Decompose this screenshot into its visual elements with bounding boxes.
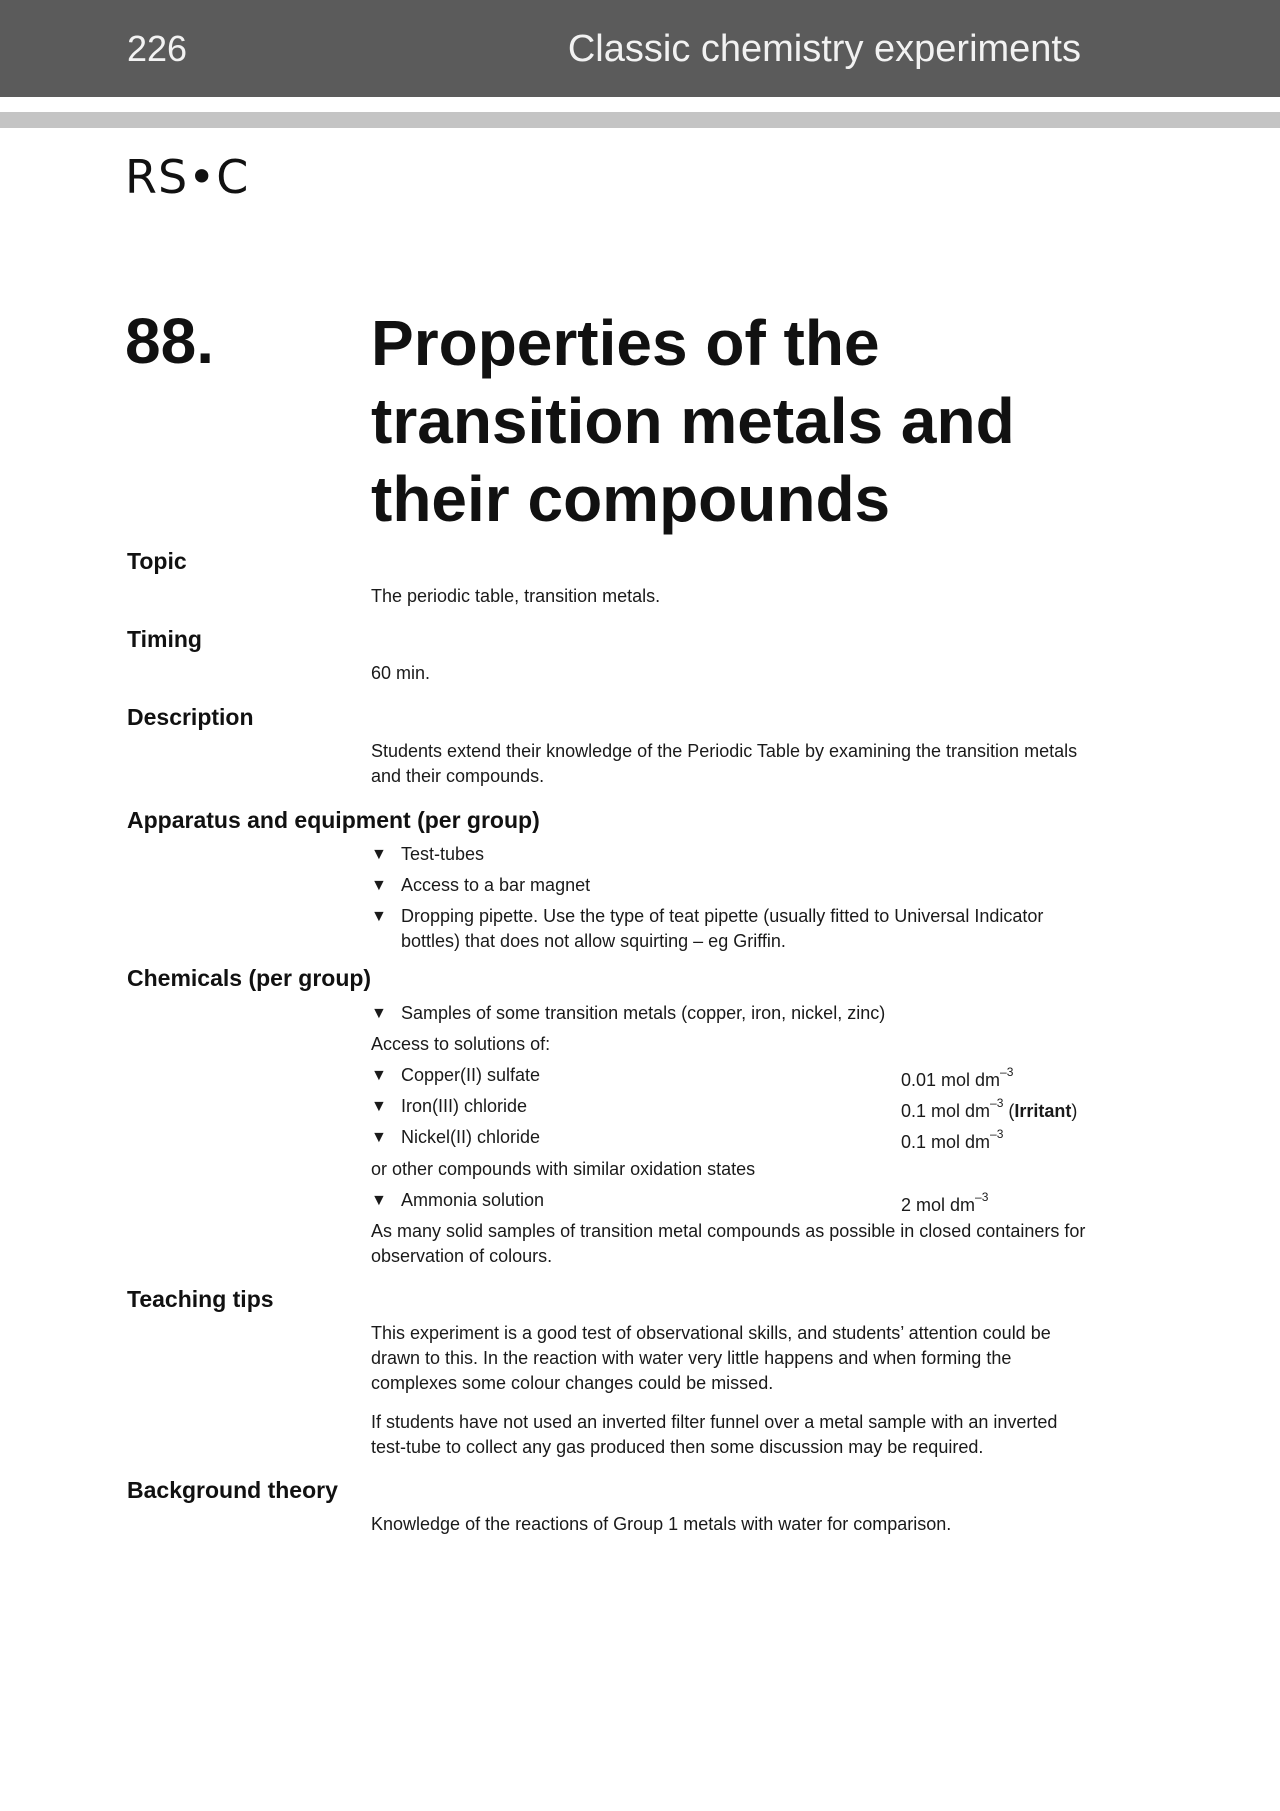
bullet-triangle-icon: ▼ [371, 877, 387, 894]
chemicals-heading: Chemicals (per group) [127, 965, 372, 991]
background-text: Knowledge of the reactions of Group 1 metals with water for comparison. [371, 1514, 952, 1534]
teaching-tips-heading: Teaching tips [127, 1286, 274, 1312]
chemicals-samples-item [371, 1001, 1091, 1026]
bullet-triangle-icon: ▼ [371, 1005, 387, 1022]
page-number: 226 [127, 28, 188, 69]
timing-text: 60 min. [371, 663, 431, 683]
timing-heading: Timing [127, 626, 202, 652]
solution-concentration: 0.1 mol $dm^{-3}$ [901, 1127, 1004, 1152]
bullet-triangle-icon: ▼ [371, 1129, 387, 1146]
description-heading: Description [127, 704, 254, 730]
header-divider [0, 112, 1280, 128]
page-header [0, 0, 1280, 97]
chemicals-other-note: or other compounds with similar oxidation states [371, 1159, 756, 1179]
solution-name: Copper(II) sulfate [401, 1065, 541, 1085]
bullet-triangle-icon: ▼ [371, 908, 387, 925]
description-text: Students extend their knowledge of the Periodic Table by examining the transition metals and their compounds. [371, 741, 1078, 786]
chemicals-samples-text: Samples of some transition metals (copper, iron, nickel, zinc) [401, 1003, 886, 1023]
experiment-number: 88. [125, 305, 214, 377]
bullet-triangle-icon: ▼ [371, 1098, 387, 1115]
apparatus-item-text: Access to a bar magnet [401, 875, 591, 895]
apparatus-item [371, 873, 1091, 898]
solution-concentration: 2 mol $dm^{-3}$ [901, 1190, 989, 1215]
solution-name: Iron(III) chloride [401, 1096, 528, 1116]
chemicals-solid-samples: As many solid samples of transition metal compounds as possible in closed containers for observation of colours. [371, 1221, 1086, 1266]
solution-name: Ammonia solution [401, 1190, 545, 1210]
rsc-logo: RS•C [125, 150, 250, 204]
bullet-triangle-icon: ▼ [371, 1192, 387, 1209]
apparatus-item [371, 842, 1091, 867]
teaching-tips-paragraph: This experiment is a good test of observational skills, and students’ attention could be drawn to this. In the reaction with water very little happens and when forming the complexes some colour changes could be missed. [371, 1323, 1051, 1393]
experiment-title: Properties of the transition metals and their compounds [371, 307, 1015, 535]
teaching-tips-paragraph: If students have not used an inverted filter funnel over a metal sample with an inverted test-tube to collect any gas produced then some discussion may be required. [371, 1412, 1058, 1457]
apparatus-item [371, 904, 1091, 954]
bullet-triangle-icon: ▼ [371, 846, 387, 863]
chemicals-access-intro: Access to solutions of: [371, 1034, 551, 1054]
apparatus-item-text: Test-tubes [401, 844, 485, 864]
topic-heading: Topic [127, 548, 187, 574]
solution-concentration: 0.1 mol $dm^{-3}$ (Irritant) [901, 1096, 1078, 1121]
apparatus-heading: Apparatus and equipment (per group) [127, 807, 540, 833]
solution-name: Nickel(II) chloride [401, 1127, 541, 1147]
apparatus-item-text: Dropping pipette. Use the type of teat pipette (usually fitted to Universal Indicator bottles) that does not allow squirting – eg Griffin. [401, 906, 1044, 951]
solution-concentration: 0.01 mol $dm^{-3}$ [901, 1065, 1014, 1090]
topic-text: The periodic table, transition metals. [371, 586, 661, 606]
bullet-triangle-icon: ▼ [371, 1067, 387, 1084]
hazard-label: Irritant [1014, 1101, 1072, 1121]
background-heading: Background theory [127, 1477, 338, 1503]
running-title: Classic chemistry experiments [567, 28, 1081, 70]
